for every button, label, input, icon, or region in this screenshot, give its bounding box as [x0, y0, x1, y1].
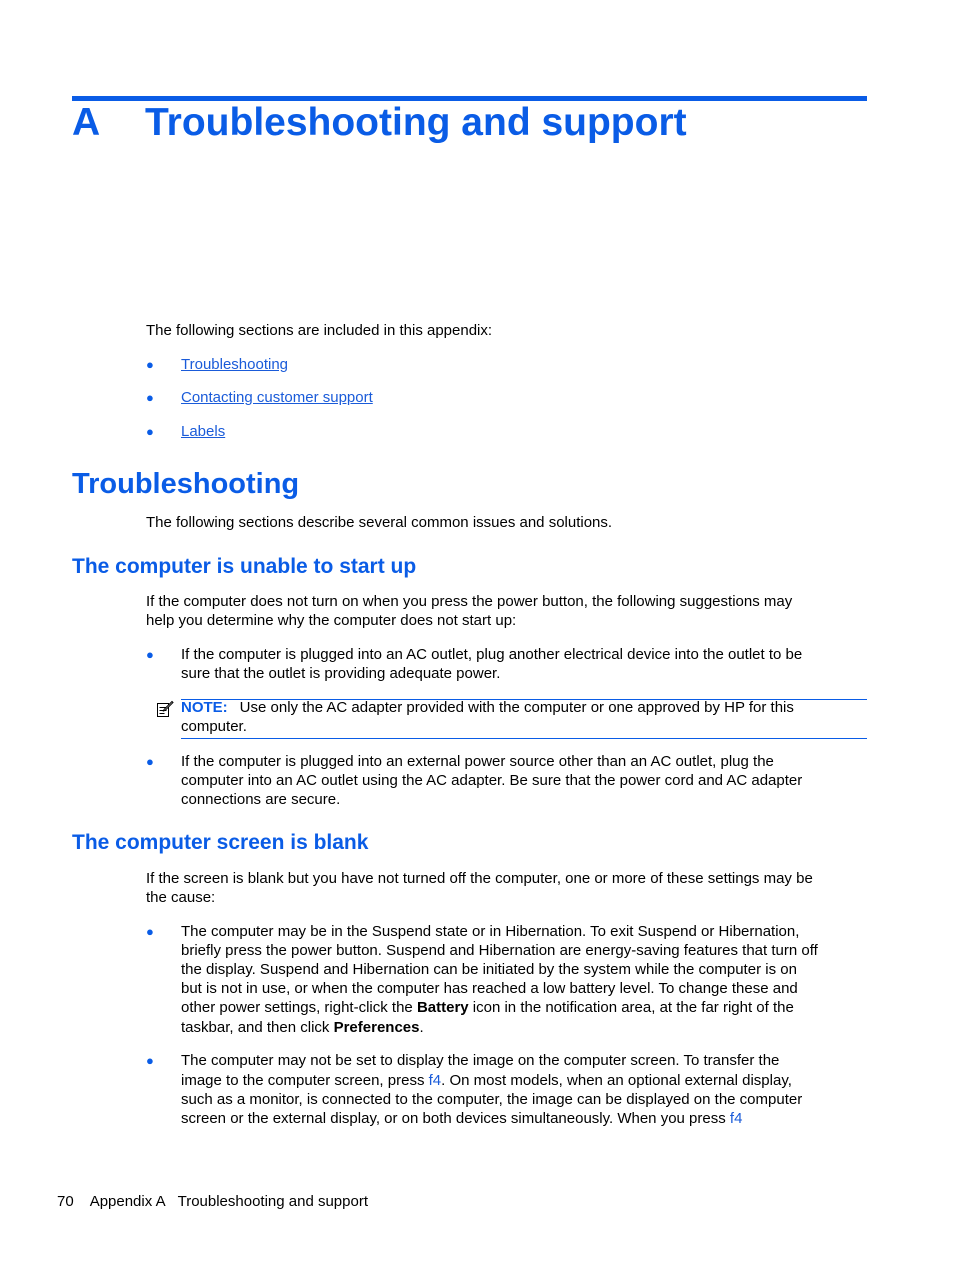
blank-bullet-line: but is not in use, or when the computer has reached a low battery level. To change these and	[181, 980, 798, 997]
startup-intro-line: If the computer does not turn on when you press the power button, the following suggestions may	[146, 593, 793, 610]
bullet-icon: ●	[146, 1053, 154, 1068]
f4-key: f4	[729, 1110, 743, 1127]
bullet-icon: ●	[146, 357, 154, 372]
text-run: icon in the notification area, at the far right of the	[468, 999, 794, 1016]
blank-bullet-line	[181, 1109, 866, 1128]
blank-bullet-line: the display. Suspend and Hibernation can be initiated by the system while the computer is on	[181, 961, 797, 978]
blank-bullet-line: such as a monitor, is connected to the computer, the image can be displayed on the computer	[181, 1091, 803, 1108]
text-run: .	[419, 1019, 424, 1036]
toc-link-customer-support[interactable]: Contacting customer support	[181, 389, 373, 406]
page-footer	[57, 1192, 384, 1211]
startup-intro-line: help you determine why the computer does not start up:	[146, 612, 517, 629]
text-run: image to the computer screen, press	[181, 1072, 429, 1089]
preferences-term: Preferences	[333, 1019, 420, 1036]
text-run: other power settings, right-click the	[181, 999, 417, 1016]
battery-term: Battery	[416, 999, 469, 1016]
heading-screen-blank: The computer screen is blank	[72, 831, 369, 854]
page-number: 70	[57, 1193, 74, 1210]
blank-bullet-line: The computer may be in the Suspend state or in Hibernation. To exit Suspend or Hibernation,	[181, 923, 800, 940]
bullet-icon: ●	[146, 390, 154, 405]
blank-bullet-line: briefly press the power button. Suspend and Hibernation are energy-saving features that turn off	[181, 942, 818, 959]
footer-appendix: Appendix A	[89, 1193, 166, 1210]
blank-bullet-line	[181, 1018, 866, 1037]
appendix-intro: The following sections are included in this appendix:	[146, 322, 493, 339]
heading-unable-to-start: The computer is unable to start up	[72, 555, 417, 578]
note-label: NOTE:	[181, 699, 228, 716]
blank-intro-line: the cause:	[146, 889, 216, 906]
note-line	[181, 698, 866, 717]
footer-title: Troubleshooting and support	[177, 1193, 369, 1210]
blank-bullet-line	[181, 1071, 866, 1090]
text-run: screen or the external display, or on both devices simultaneously. When you press	[181, 1110, 730, 1127]
f4-key: f4	[428, 1072, 442, 1089]
chapter-title: Troubleshooting and support	[145, 101, 687, 144]
blank-bullet-line	[181, 998, 866, 1017]
heading-troubleshooting: Troubleshooting	[72, 468, 300, 500]
startup-bullet-line: If the computer is plugged into an AC outlet, plug another electrical device into the outlet to be	[181, 646, 803, 663]
startup-bullet-line: If the computer is plugged into an external power source other than an AC outlet, plug the	[181, 753, 774, 770]
bullet-icon: ●	[146, 924, 154, 939]
bullet-icon: ●	[146, 754, 154, 769]
text-run: taskbar, and then click	[181, 1019, 334, 1036]
startup-bullet-line: sure that the outlet is providing adequate power.	[181, 665, 501, 682]
note-text: Use only the AC adapter provided with the computer or one approved by HP for this	[239, 699, 794, 716]
bullet-icon: ●	[146, 424, 154, 439]
note-bottom-rule	[181, 738, 867, 739]
chapter-letter: A	[72, 101, 101, 144]
blank-intro-line: If the screen is blank but you have not turned off the computer, one or more of these settings may be	[146, 870, 813, 887]
toc-link-labels[interactable]: Labels	[181, 423, 226, 440]
startup-bullet-line: connections are secure.	[181, 791, 341, 808]
startup-bullet-line: computer into an AC outlet using the AC adapter. Be sure that the power cord and AC adapter	[181, 772, 803, 789]
toc-link-troubleshooting[interactable]: Troubleshooting	[181, 356, 289, 373]
troubleshooting-intro: The following sections describe several common issues and solutions.	[146, 514, 613, 531]
text-run: . On most models, when an optional external display,	[441, 1072, 792, 1089]
note-icon	[156, 700, 174, 718]
note-line: computer.	[181, 718, 247, 735]
bullet-icon: ●	[146, 647, 154, 662]
blank-bullet-line: The computer may not be set to display the image on the computer screen. To transfer the	[181, 1052, 780, 1069]
